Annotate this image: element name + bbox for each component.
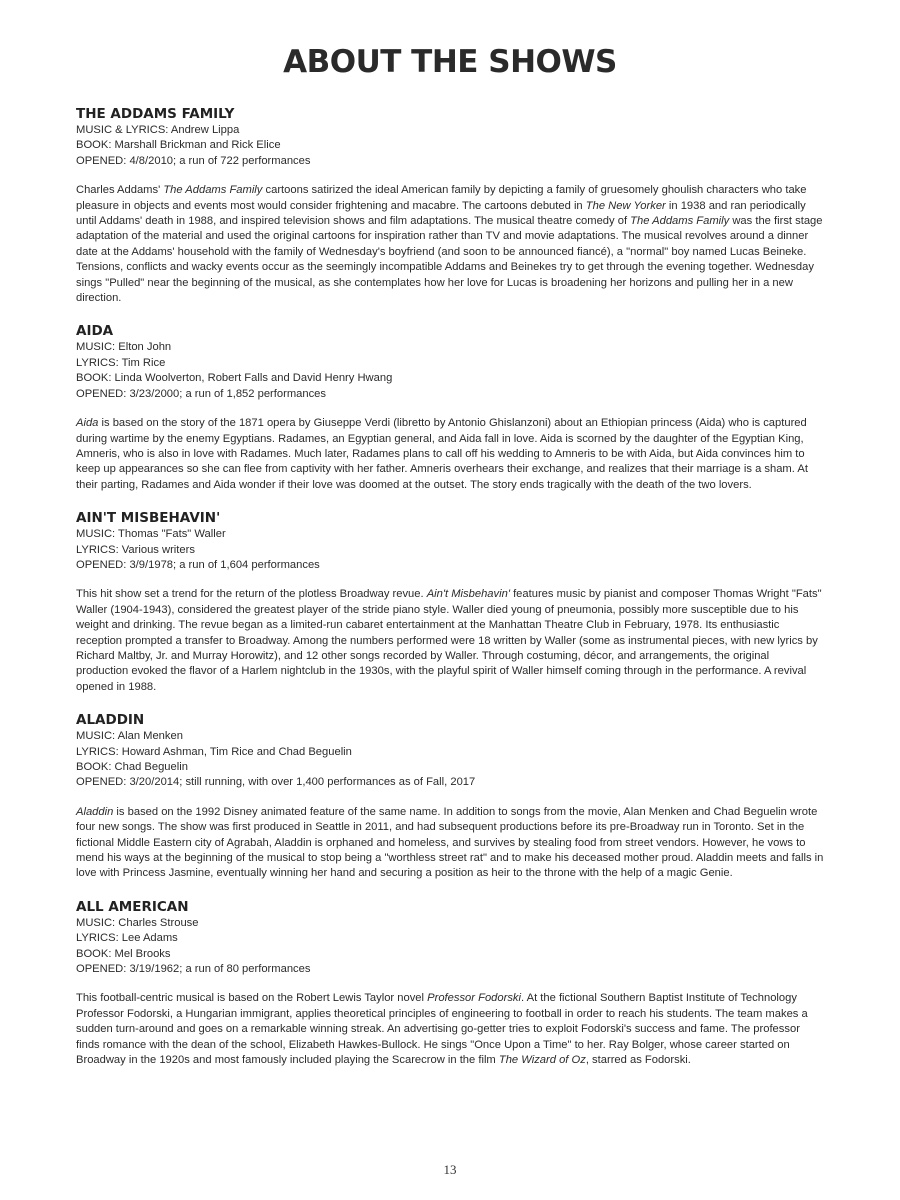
show-section	[76, 106, 824, 306]
show-title: ALL AMERICAN	[76, 898, 189, 915]
description-text: , starred as Fodorski.	[585, 1054, 691, 1067]
show-title: ALADDIN	[76, 712, 145, 729]
italic-title-text: Aida	[76, 417, 99, 430]
show-credit-line: OPENED: 3/20/2014; still running, with over 1,400 performances as of Fall, 2017	[76, 776, 476, 789]
show-title: THE ADDAMS FAMILY	[76, 106, 235, 122]
show-section	[76, 712, 824, 882]
show-credit-line: BOOK: Linda Woolverton, Robert Falls and David Henry Hwang	[76, 372, 393, 385]
show-credit-line: LYRICS: Tim Rice	[76, 356, 166, 369]
description-text: Charles Addams'	[76, 184, 164, 197]
show-description	[76, 991, 824, 1068]
show-description	[76, 416, 824, 493]
shows-list	[76, 106, 824, 1069]
italic-title-text: The Wizard of Oz	[498, 1054, 586, 1067]
show-section	[76, 899, 824, 1069]
page-title: ABOUT THE SHOWS	[283, 44, 617, 80]
italic-title-text: The New Yorker	[585, 199, 666, 212]
show-credit-line: OPENED: 4/8/2010; a run of 722 performances	[76, 154, 311, 167]
italic-title-text: Aladdin	[76, 805, 114, 818]
description-text: features music by pianist and composer Thomas Wright "Fats" Waller (1904-1943), considered the greatest player of the stride piano style. Waller died young of pneumonia, possibly more susceptible due to his weight and drinking. The revue began as a limited-run cabaret entertainment at the Manhattan Theatre Club in February, 1978. Its enthusiastic reception prompted a transfer to Broadway. Among the numbers performed were 18 written by Waller (some as instrumental pieces, with new lyrics by Richard Maltby, Jr. and Murray Horowitz), and 12 other songs recorded by Waller. Through costuming, décor, and arrangements, the original production evoked the flavor of a Harlem nightclub in the 1930s, with the playful spirit of Waller himself coming through in the performance. A revival opened in 1988.	[76, 588, 822, 693]
show-description	[76, 183, 824, 306]
page-number: 13	[443, 1162, 457, 1177]
italic-title-text: The Addams Family	[630, 215, 730, 228]
description-text: This football-centric musical is based on the Robert Lewis Taylor novel	[76, 992, 428, 1005]
show-credit-line: MUSIC & LYRICS: Andrew Lippa	[76, 124, 240, 136]
show-credit-line: MUSIC: Alan Menken	[76, 730, 183, 743]
italic-title-text: Ain't Misbehavin'	[426, 588, 510, 601]
italic-title-text: Professor Fodorski	[427, 992, 522, 1005]
show-description	[76, 805, 824, 882]
description-text: is based on the story of the 1871 opera by Giuseppe Verdi (libretto by Antonio Ghislanzoni) about an Ethiopian princess (Aida) who is captured during wartime by the enemy Egyptians. Radames, an Egyptian general, and Aida fall in love. Aida is scorned by the daughter of the Egyptian King, Amneris, who is also in love with Radames. Much later, Radames plans to call off his wedding to Amneris to be with Aida, but Aida convinces him to keep up appearances so she can flee from captivity with her father. Amneris overhears their exchange, and realizes that their marriage is a sham. At their parting, Radames and Aida wonder if their love was doomed at the outset. The story ends tragically with the death of the two lovers.	[76, 417, 808, 491]
description-text: in 1938 and ran periodically until Addams' death in 1988, and inspired television shows and film adaptations. The musical theatre comedy of	[76, 199, 806, 228]
show-credit-line: OPENED: 3/19/1962; a run of 80 performances	[76, 963, 311, 976]
show-credit-line: MUSIC: Thomas "Fats" Waller	[76, 528, 226, 541]
description-text: cartoons satirized the ideal American family by depicting a family of gruesomely ghoulish characters who take pleasure in objects and events most would consider frightening and macabre. The cartoons debuted in	[76, 184, 807, 212]
show-credit-line: MUSIC: Elton John	[76, 341, 172, 354]
show-section	[76, 323, 824, 493]
show-credit-line: BOOK: Mel Brooks	[76, 947, 171, 960]
description-text: was the first stage adaptation of the material and used the original cartoons for inspiration rather than TV and movie adaptations. The musical revolves around a dinner date at the Addams' household with the family of Wednesday's boyfriend (and soon to be announced fiancé), a "normal" boy named Lucas Beineke. Tensions, conflicts and wacky events occur as the seemingly incompatible Addams and Beinekes try to get through the evening together. Wednesday sings "Pulled" near the beginning of the musical, as she contemplates how her love for Lucas is broadening her horizons and pulling her in a new direction.	[76, 215, 823, 305]
show-credit-line: MUSIC: Charles Strouse	[76, 916, 199, 929]
description-text: is based on the 1992 Disney animated feature of the same name. In addition to songs from the movie, Alan Menken and Chad Beguelin wrote four new songs. The show was first produced in Seattle in 2011, and had subsequent productions before its pre-Broadway run in Toronto. Set in the fictional Middle Eastern city of Agrabah, Aladdin is orphaned and homeless, and survives by stealing food from street vendors. However, he vows to mend his ways at the beginning of the musical to stop being a "worthless street rat" and to make his deceased mother proud. Aladdin meets and falls in love with Princess Jasmine, eventually winning her hand and securing a position as heir to the throne with the help of a magic Genie.	[76, 805, 824, 880]
show-title: AIN'T MISBEHAVIN'	[76, 510, 221, 527]
show-credit-line: LYRICS: Lee Adams	[76, 932, 178, 945]
show-credit-line: LYRICS: Various writers	[76, 543, 195, 556]
italic-title-text: The Addams Family	[163, 184, 263, 197]
show-description	[76, 587, 824, 695]
show-title: AIDA	[76, 323, 114, 340]
show-section	[76, 510, 824, 695]
show-credit-line: BOOK: Marshall Brickman and Rick Elice	[76, 139, 281, 152]
show-credit-line: LYRICS: Howard Ashman, Tim Rice and Chad Beguelin	[76, 745, 352, 758]
description-text: . At the fictional Southern Baptist Institute of Technology Professor Fodorski, a Hungarian immigrant, applies theoretical principles of engineering to football in order to reach his students. The team makes a sudden turn-around and goes on a remarkable winning streak. An advertising go-getter tries to exploit Fodorski's success and fame. The professor finds romance with the dean of the school, Elizabeth Hawkes-Bullock. He sings "Once Upon a Time" to her. Ray Bolger, whose career started on Broadway in the 1920s and most famously included playing the Scarecrow in the film	[76, 992, 808, 1067]
show-credit-line: OPENED: 3/9/1978; a run of 1,604 performances	[76, 558, 320, 571]
show-credit-line: OPENED: 3/23/2000; a run of 1,852 performances	[76, 387, 326, 400]
show-credit-line: BOOK: Chad Beguelin	[76, 761, 188, 773]
description-text: This hit show set a trend for the return of the plotless Broadway revue.	[76, 588, 427, 601]
